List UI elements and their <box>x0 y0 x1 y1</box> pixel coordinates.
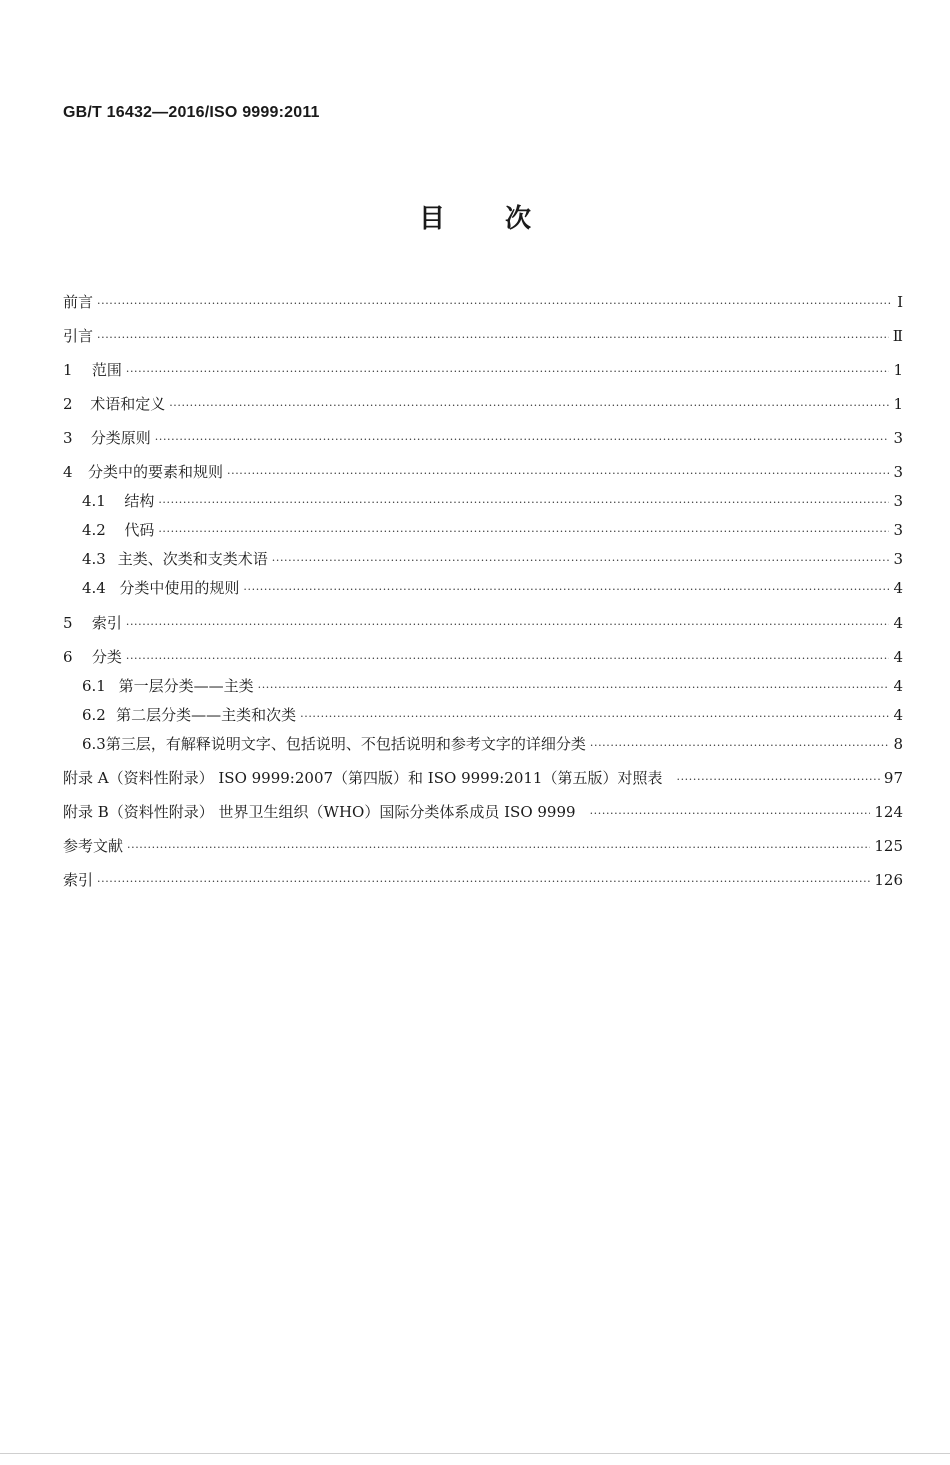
toc-entry-2[interactable] <box>63 394 903 416</box>
toc-label: 代码 <box>124 521 155 539</box>
toc-page-number: 3 <box>893 492 903 510</box>
toc-number: 2 <box>63 395 73 413</box>
toc-label: 分类中使用的规则 <box>119 579 240 597</box>
toc-entry-annex-b[interactable] <box>63 802 903 824</box>
toc-number: 4.4 <box>82 579 106 597</box>
toc-page-number: 4 <box>893 706 903 724</box>
toc-label: 第三层，有解释说明文字、包括说明、不包括说明和参考文字的详细分类 <box>105 735 586 753</box>
toc-page-number: Ⅰ <box>897 293 903 311</box>
toc-page-number: 1 <box>893 395 903 413</box>
toc-label: 索引 <box>91 614 122 632</box>
toc-page-number: 1 <box>893 361 903 379</box>
toc-label: 第二层分类——主类和次类 <box>116 706 297 724</box>
toc-leader-dots <box>169 396 889 416</box>
toc-page-number: 8 <box>893 735 903 753</box>
toc-label: 引言 <box>63 327 94 345</box>
toc-entry-introduction[interactable] <box>63 326 903 348</box>
toc-page-number: 3 <box>893 429 903 447</box>
toc-label: 范围 <box>91 361 122 379</box>
toc-leader-dots <box>300 707 889 727</box>
toc-label: 附录 A（资料性附录） ISO 9999:2007（第四版）和 ISO 9999:2011（第五版）对照表 <box>63 769 663 787</box>
toc-leader-dots <box>97 328 889 348</box>
toc-entry-index[interactable] <box>63 870 903 892</box>
toc-leader-dots <box>127 838 870 858</box>
toc-entry-4-3[interactable] <box>82 549 903 571</box>
toc-entry-3[interactable] <box>63 428 903 450</box>
toc-entry-6-1[interactable] <box>82 676 903 698</box>
toc-page-number: 126 <box>874 871 903 889</box>
toc-leader-dots <box>126 649 890 669</box>
toc-leader-dots <box>272 551 890 571</box>
page-title: 目次 <box>418 204 591 234</box>
toc-number: 4 <box>63 463 73 481</box>
standard-code-header: GB/T 16432—2016/ISO 9999:2011 <box>63 104 320 121</box>
toc-leader-dots <box>126 615 890 635</box>
toc-label: 第一层分类——主类 <box>118 677 254 695</box>
toc-entry-5[interactable] <box>63 613 903 635</box>
toc-entry-4[interactable] <box>63 462 903 484</box>
toc-label: 分类中的要素和规则 <box>88 463 224 481</box>
toc-leader-dots <box>243 580 889 600</box>
toc-label: 索引 <box>63 871 94 889</box>
toc-label: 参考文献 <box>63 837 124 855</box>
toc-page-number: 125 <box>874 837 903 855</box>
toc-page-number: 124 <box>874 803 903 821</box>
toc-leader-dots <box>227 464 889 484</box>
toc-page-number: 4 <box>893 677 903 695</box>
toc-label: 术语和定义 <box>90 395 166 413</box>
toc-leader-dots <box>158 522 889 542</box>
toc-label: 结构 <box>124 492 155 510</box>
toc-number: 5 <box>63 614 73 632</box>
toc-entry-foreword[interactable] <box>63 292 903 314</box>
toc-page-number: 4 <box>893 614 903 632</box>
toc-number: 3 <box>63 429 73 447</box>
toc-leader-dots <box>590 804 871 824</box>
page-bottom-divider <box>0 1453 950 1454</box>
toc-entry-4-2[interactable] <box>82 520 903 542</box>
toc-entry-annex-a[interactable] <box>63 768 903 790</box>
toc-entry-6[interactable] <box>63 647 903 669</box>
toc-page-number: 3 <box>893 521 903 539</box>
toc-number: 4.3 <box>82 550 106 568</box>
toc-entry-4-1[interactable] <box>82 491 903 513</box>
toc-leader-dots <box>258 678 890 698</box>
toc-number: 4.1 <box>82 492 106 510</box>
toc-number: 1 <box>63 361 73 379</box>
toc-page-number: 4 <box>893 648 903 666</box>
toc-label: 分类 <box>91 648 122 666</box>
toc-leader-dots <box>126 362 890 382</box>
toc-label: 分类原则 <box>90 429 151 447</box>
toc-page-number: Ⅱ <box>892 327 903 345</box>
toc-number: 6 <box>63 648 73 666</box>
toc-leader-dots <box>158 493 889 513</box>
toc-page-number: 3 <box>893 550 903 568</box>
toc-number: 6.2 <box>82 706 106 724</box>
toc-label: 前言 <box>63 293 94 311</box>
toc-leader-dots <box>590 736 890 756</box>
toc-page-number: 97 <box>883 769 903 787</box>
toc-entry-6-3[interactable] <box>82 734 903 756</box>
toc-number: 4.2 <box>82 521 106 539</box>
toc-leader-dots <box>155 430 890 450</box>
toc-label: 主类、次类和支类术语 <box>117 550 268 568</box>
toc-entry-6-2[interactable] <box>82 705 903 727</box>
toc-number: 6.1 <box>82 677 106 695</box>
toc-entry-4-4[interactable] <box>82 578 903 600</box>
toc-leader-dots <box>676 770 879 790</box>
toc-entry-1[interactable] <box>63 360 903 382</box>
toc-leader-dots <box>97 872 870 892</box>
toc-number: 6.3 <box>82 735 106 753</box>
toc-page-number: 4 <box>893 579 903 597</box>
toc-leader-dots <box>97 294 891 314</box>
toc-page-number: 3 <box>893 463 903 481</box>
toc-entry-bibliography[interactable] <box>63 836 903 858</box>
toc-label: 附录 B（资料性附录） 世界卫生组织（WHO）国际分类体系成员 ISO 9999 <box>63 803 576 821</box>
